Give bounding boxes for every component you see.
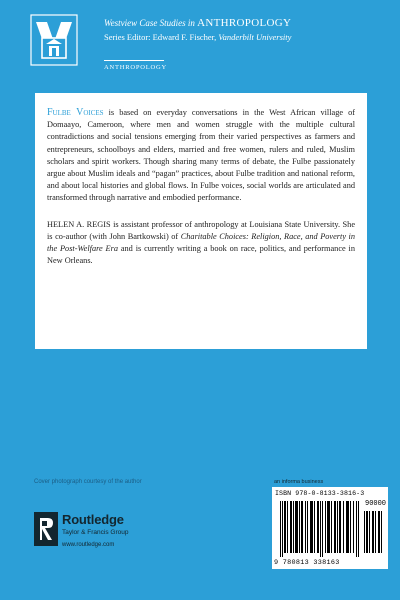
westview-monogram-icon: [30, 14, 78, 66]
series-divider: [104, 60, 164, 61]
routledge-r-icon: [34, 512, 58, 546]
book-blurb-text: is based on everyday conversations in the West African village of Domaayo, Cameroon, where men and women struggle with the multiple cultural contradictions and social tensions emerging from their varied perspectives as farmers and entrepreneurs, schoolboys and elders, married and free women, rulers and ruled, Muslim scholars and spirit workers. Though sharing many terms of debate, the Fulbe passionately argue about Muslim ideals and “pagan” practices, about Fulbe tradition and national reform, and about local histories and global flows. In Fulbe voices, social worlds are articulated and transformed through narrative and embodied performance.: [47, 108, 355, 203]
series-title-prefix: Westview Case Studies in: [104, 18, 195, 28]
photo-credit: Cover photograph courtesy of the author: [34, 479, 142, 485]
author-bio: [47, 219, 355, 268]
routledge-logo-icon: [34, 512, 58, 546]
ean-number: 9 780813 338163: [274, 559, 340, 567]
series-title: [104, 16, 384, 30]
author-bio-part1: HELEN A. REGIS is assistant professor of anthropology at Louisiana State University. She is co-author (with John Bartkowski) of: [47, 219, 355, 241]
book-blurb: [47, 107, 355, 205]
author-bio-part2: and is currently writing a book on race, politics, and performance in New Orleans.: [47, 244, 355, 266]
series-title-main: ANTHROPOLOGY: [197, 17, 292, 29]
isbn-text: ISBN 978-0-8133-3816-3: [275, 490, 365, 497]
series-heading: [104, 16, 384, 43]
series-editor: [104, 31, 384, 43]
publisher-name: Routledge: [62, 512, 124, 527]
series-category: ANTHROPOLOGY: [104, 64, 168, 71]
author-coauthored-title: Charitable Choices: Religion, Race, and Poverty in the Post-Welfare Era: [47, 231, 356, 254]
barcode-area: [272, 487, 388, 569]
informa-tagline: an informa business: [274, 479, 324, 485]
series-editor-affiliation: Vanderbilt University: [218, 32, 292, 42]
series-editor-name: Series Editor: Edward F. Fischer,: [104, 32, 217, 42]
price-code: 90000: [365, 500, 387, 508]
description-panel: [35, 93, 367, 349]
book-title-lead: Fulbe Voices: [47, 107, 104, 118]
publisher-group: Taylor & Francis Group: [62, 529, 129, 536]
publisher-url[interactable]: www.routledge.com: [62, 542, 115, 548]
